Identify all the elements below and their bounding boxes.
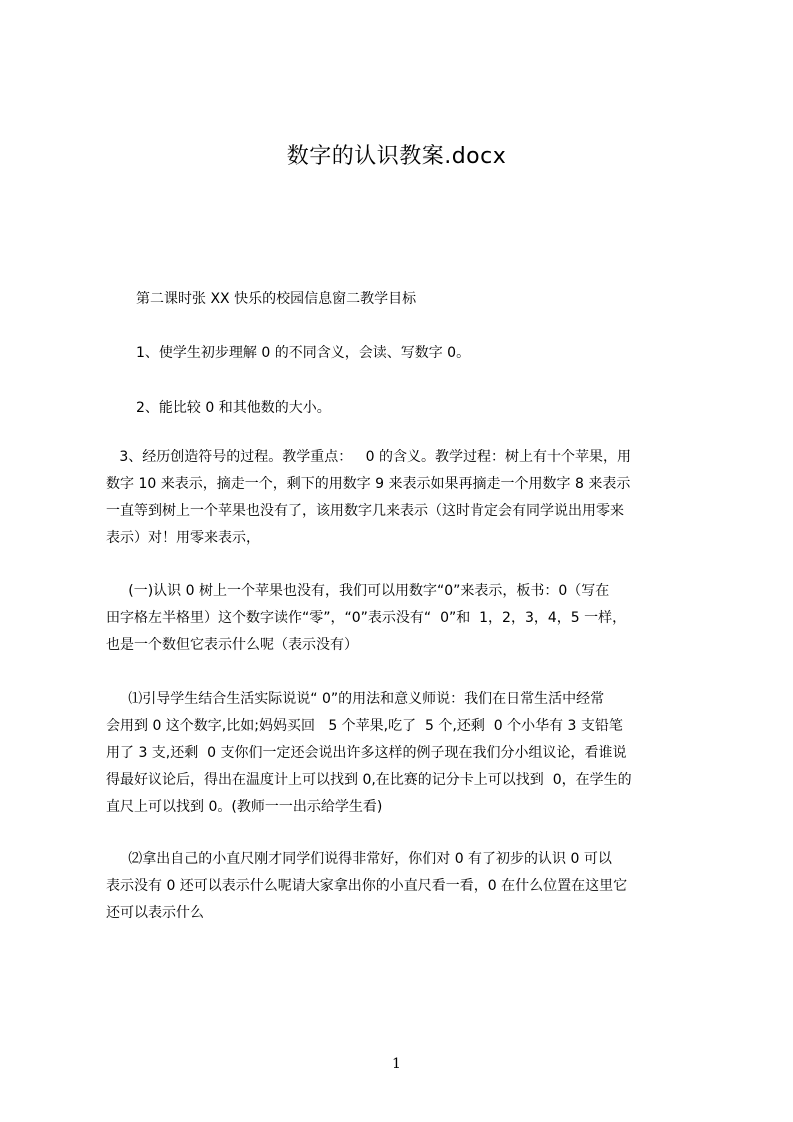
page-number: 1 [392,1056,401,1072]
paragraph-objective-2 [136,395,331,422]
paragraph-line: 数字 10 来表示，摘走一个，剩下的用数字 9 来表示如果再摘走一个用数字 8 来表示 [106,476,631,492]
paragraph-objective-3 [106,444,631,552]
paragraph-line: 2、能比较 0 和其他数的大小。 [136,400,331,416]
paragraph-line: 还可以表示什么 [106,905,204,921]
paragraph-line: 直尺上可以找到 0。(教师一一出示给学生看) [106,799,383,815]
paragraph-line: 用了 3 支,还剩 0 支你们一定还会说出许多这样的例子现在我们分小组议论，看谁说 [106,745,627,761]
paragraph-step-2 [106,846,627,927]
paragraph-line: 第二课时张 XX 快乐的校园信息窗二教学目标 [136,291,417,307]
paragraph-line: 一直等到树上一个苹果也没有了，该用数字几来表示（这时肯定会有同学说出用零来 [106,503,624,519]
paragraph-objective-1 [136,340,470,367]
paragraph-line: 1、使学生初步理解 0 的不同含义，会读、写数字 0。 [136,345,471,361]
paragraph-line: 会用到 0 这个数字,比如;妈妈买回 5 个苹果,吃了 5 个,还剩 0 个小华有 3 支铅笔 [106,718,623,734]
paragraph-line: (一)认识 0 树上一个苹果也没有，我们可以用数字“0”来表示，板书：0（写在 [106,583,610,599]
paragraph-line: 田字格左半格里）这个数字读作“零”，“0”表示没有“ 0”和 1，2，3，4，5 一样， [106,610,627,626]
paragraph-line: 也是一个数但它表示什么呢（表示没有） [106,637,358,653]
paragraph-lesson-heading [136,286,416,313]
paragraph-line: ⑴引导学生结合生活实际说说“ 0”的用法和意义师说：我们在日常生活中经常 [106,691,605,707]
document-title: 数字的认识教案.docx [286,144,507,169]
paragraph-step-1 [106,686,632,821]
paragraph-line: 表示）对！用零来表示， [106,530,260,546]
paragraph-line: 表示没有 0 还可以表示什么呢请大家拿出你的小直尺看一看，0 在什么位置在这里它 [106,878,628,894]
paragraph-line: 3、经历创造符号的过程。教学重点： 0 的含义。教学过程：树上有十个苹果，用 [106,449,631,465]
paragraph-line: ⑵拿出自己的小直尺刚才同学们说得非常好，你们对 0 有了初步的认识 0 可以 [106,851,612,867]
paragraph-line: 得最好议论后，得出在温度计上可以找到 0,在比赛的记分卡上可以找到 0，在学生的 [106,772,632,788]
paragraph-section-one [106,578,626,659]
